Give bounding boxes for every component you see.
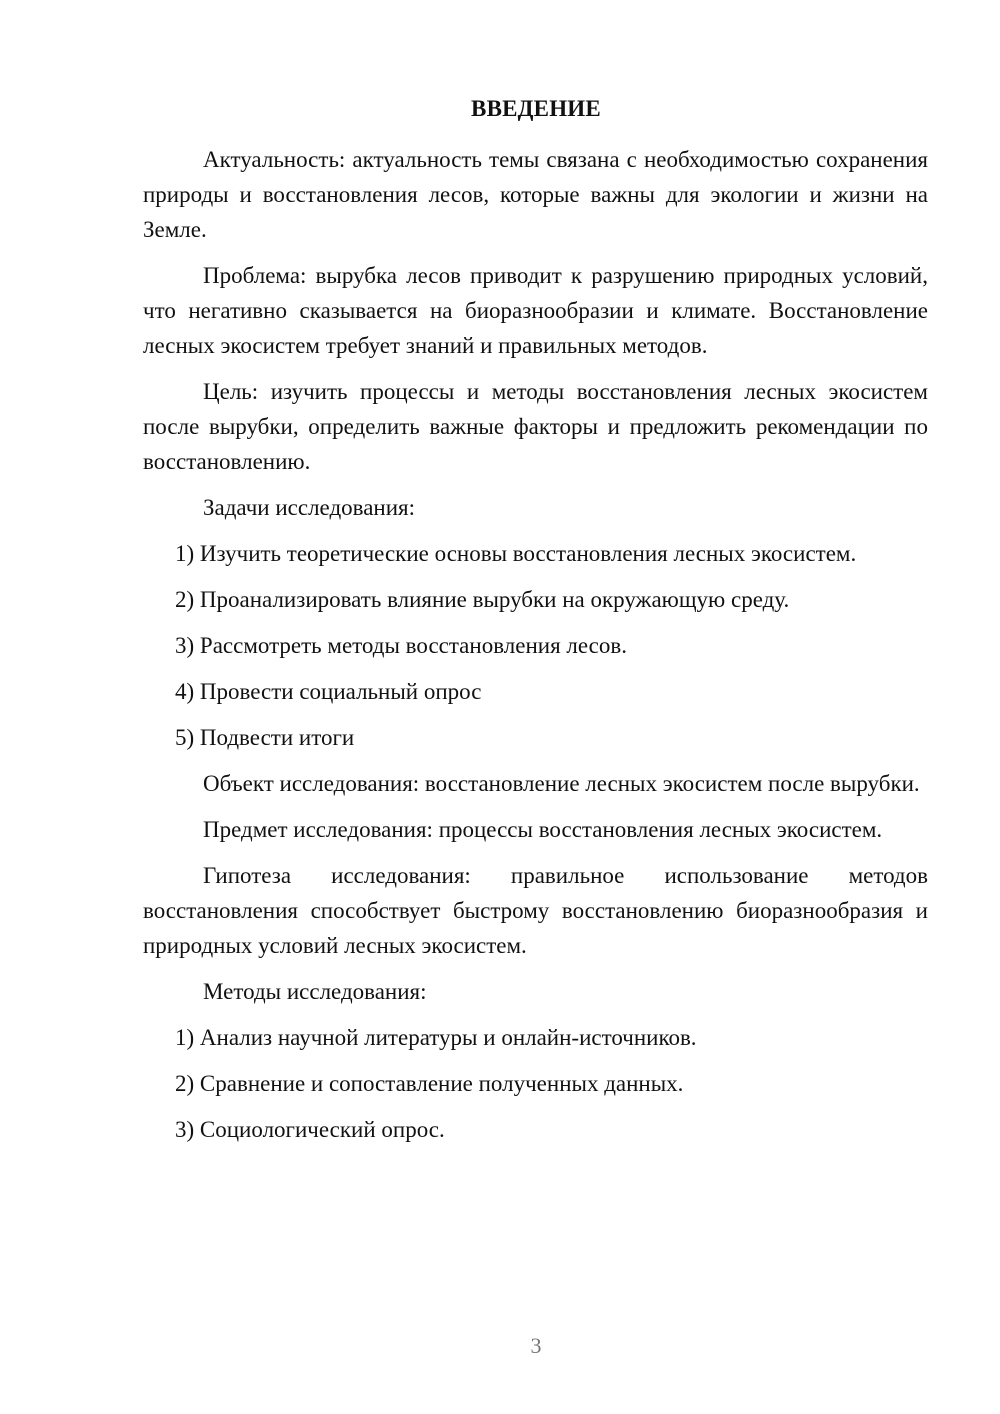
task-item: 2) Проанализировать влияние вырубки на окружающую среду. <box>175 587 790 612</box>
page-number: 3 <box>530 1333 542 1358</box>
tasks-title: Задачи исследования: <box>203 495 416 520</box>
subject-paragraph: Предмет исследования: процессы восстановления лесных экосистем. <box>203 817 883 842</box>
method-item: 3) Социологический опрос. <box>175 1117 445 1142</box>
task-item: 3) Рассмотреть методы восстановления лесов. <box>175 633 627 658</box>
section-heading: ВВЕДЕНИЕ <box>471 96 601 121</box>
relevance-paragraph: Актуальность: актуальность темы связана с необходимостью сохранения природы и восстановления лесов, которые важны для экологии и жизни на Земле. <box>143 147 928 242</box>
methods-title: Методы исследования: <box>203 979 427 1004</box>
task-item: 1) Изучить теоретические основы восстановления лесных экосистем. <box>175 541 857 566</box>
method-item: 1) Анализ научной литературы и онлайн-источников. <box>175 1025 697 1050</box>
method-item: 2) Сравнение и сопоставление полученных данных. <box>175 1071 684 1096</box>
document-body <box>143 142 928 1158</box>
task-item: 4) Провести социальный опрос <box>175 679 482 704</box>
goal-paragraph: Цель: изучить процессы и методы восстановления лесных экосистем после вырубки, определить важные факторы и предложить рекомендации по восстановлению. <box>143 379 928 474</box>
problem-paragraph: Проблема: вырубка лесов приводит к разрушению природных условий, что негативно сказывается на биоразнообразии и климате. Восстановление лесных экосистем требует знаний и правильных методов. <box>143 263 928 358</box>
object-paragraph: Объект исследования: восстановление лесных экосистем после вырубки. <box>203 771 920 796</box>
task-item: 5) Подвести итоги <box>175 725 355 750</box>
hypothesis-paragraph: Гипотеза исследования: правильное использование методов восстановления способствует быстрому восстановлению биоразнообразия и природных условий лесных экосистем. <box>143 863 928 958</box>
